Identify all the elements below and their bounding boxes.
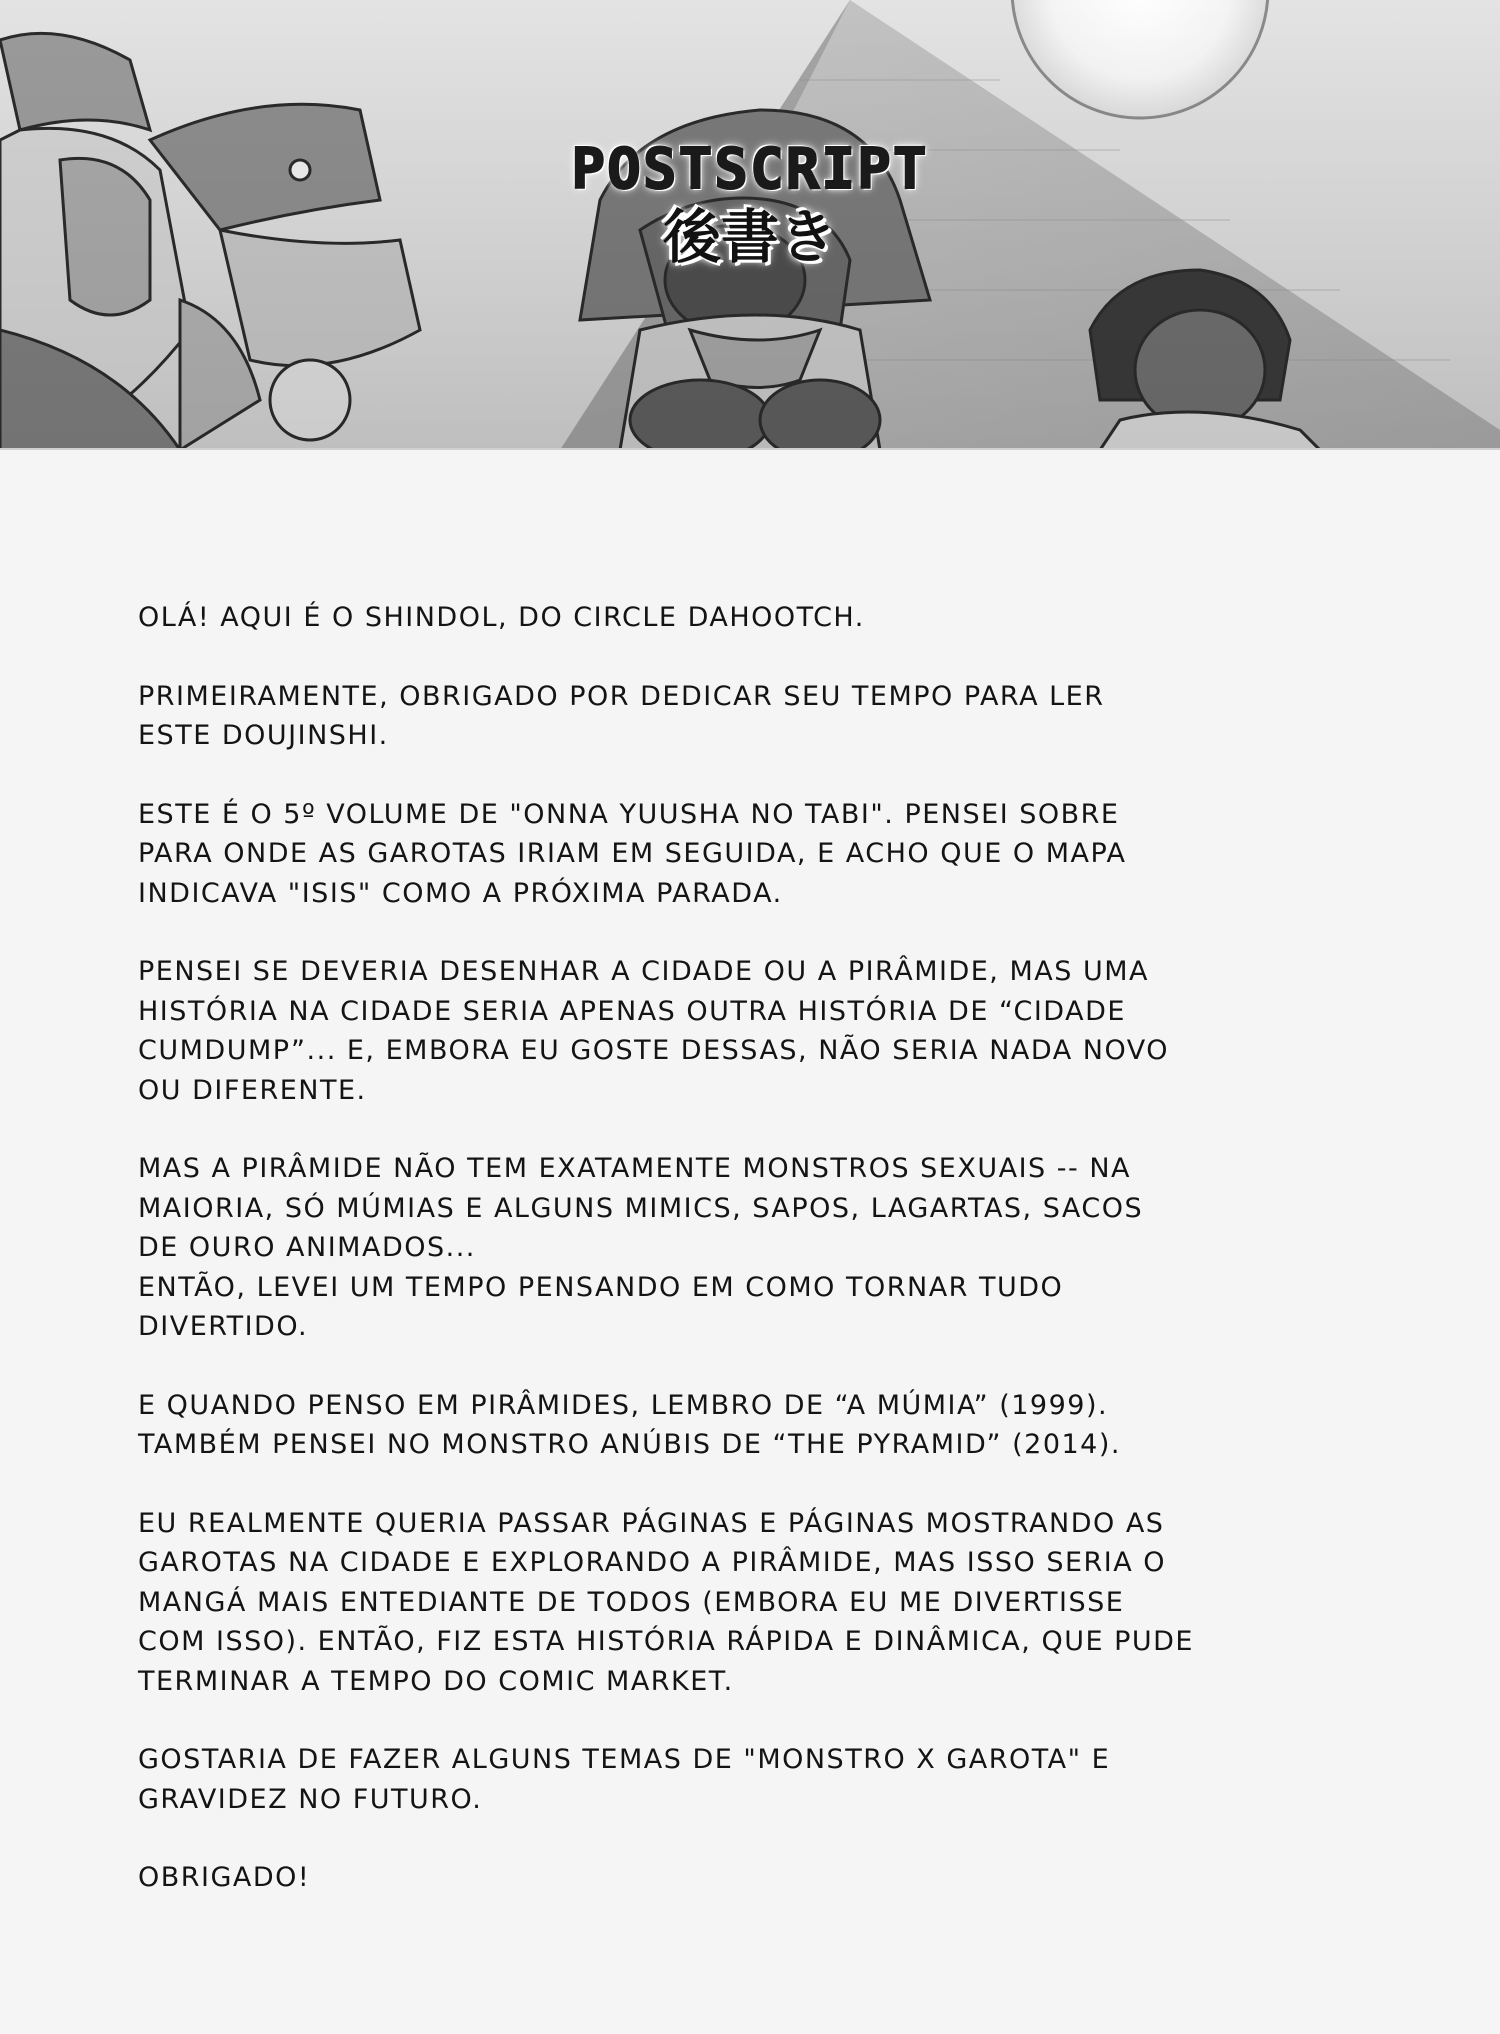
letter-line: GAROTAS NA CIDADE E EXPLORANDO A PIRÂMIDE, MAS ISSO SERIA O	[138, 1547, 1167, 1578]
letter-line: INDICAVA "ISIS" COMO A PRÓXIMA PARADA.	[138, 877, 783, 909]
letter-line: CUMDUMP”... E, EMBORA EU GOSTE DESSAS, NÃO SERIA NADA NOVO	[138, 1035, 1169, 1066]
letter-paragraph	[138, 1386, 1238, 1465]
letter-paragraph	[138, 795, 1238, 914]
letter-line: EU REALMENTE QUERIA PASSAR PÁGINAS E PÁGINAS MOSTRANDO AS	[138, 1507, 1165, 1539]
letter-line: ENTÃO, LEVEI UM TEMPO PENSANDO EM COMO TORNAR TUDO	[138, 1271, 1064, 1303]
letter-line: DIVERTIDO.	[138, 1311, 309, 1342]
letter-line: GRAVIDEZ NO FUTURO.	[138, 1783, 483, 1815]
letter-line: MANGÁ MAIS ENTEDIANTE DE TODOS (EMBORA EU ME DIVERTISSE	[138, 1586, 1125, 1618]
letter-line: DE OURO ANIMADOS...	[138, 1232, 476, 1263]
letter-line: TERMINAR A TEMPO DO COMIC MARKET.	[138, 1665, 734, 1697]
letter-line: TAMBÉM PENSEI NO MONSTRO ANÚBIS DE “THE PYRAMID” (2014).	[138, 1429, 1121, 1460]
letter-line: PENSEI SE DEVERIA DESENHAR A CIDADE OU A PIRÂMIDE, MAS UMA	[138, 956, 1149, 987]
letter-line: COM ISSO). ENTÃO, FIZ ESTA HISTÓRIA RÁPIDA E DINÂMICA, QUE PUDE	[138, 1626, 1194, 1657]
letter-line: MAS A PIRÂMIDE NÃO TEM EXATAMENTE MONSTROS SEXUAIS -- NA	[138, 1153, 1132, 1184]
letter-line: OBRIGADO!	[138, 1862, 311, 1893]
letter-line: E QUANDO PENSO EM PIRÂMIDES, LEMBRO DE “A MÚMIA” (1999).	[138, 1389, 1109, 1421]
page-subtitle-japanese: 後書き	[662, 203, 837, 271]
letter-line: HISTÓRIA NA CIDADE SERIA APENAS OUTRA HISTÓRIA DE “CIDADE	[138, 995, 1126, 1027]
letter-line: ESTE É O 5º VOLUME DE "ONNA YUUSHA NO TABI". PENSEI SOBRE	[138, 798, 1120, 830]
header-illustration	[0, 0, 1500, 450]
page-title: POSTSCRIPT	[571, 137, 929, 202]
letter-paragraph	[138, 1149, 1238, 1347]
letter-line: MAIORIA, SÓ MÚMIAS E ALGUNS MIMICS, SAPOS, LAGARTAS, SACOS	[138, 1192, 1144, 1224]
title-block	[0, 138, 1500, 272]
letter-paragraph	[138, 1858, 1238, 1898]
postscript-letter	[138, 598, 1238, 1937]
letter-paragraph	[138, 952, 1238, 1110]
letter-line: PARA ONDE AS GAROTAS IRIAM EM SEGUIDA, E ACHO QUE O MAPA	[138, 838, 1127, 869]
letter-line: OLÁ! AQUI É O SHINDOL, DO CIRCLE DAHOOTCH.	[138, 602, 865, 633]
letter-paragraph	[138, 1504, 1238, 1702]
letter-paragraph	[138, 1740, 1238, 1819]
letter-line: OU DIFERENTE.	[138, 1074, 367, 1106]
letter-paragraph	[138, 598, 1238, 638]
letter-paragraph	[138, 677, 1238, 756]
letter-line: PRIMEIRAMENTE, OBRIGADO POR DEDICAR SEU TEMPO PARA LER	[138, 680, 1105, 712]
letter-line: GOSTARIA DE FAZER ALGUNS TEMAS DE "MONSTRO X GAROTA" E	[138, 1744, 1111, 1775]
letter-line: ESTE DOUJINSHI.	[138, 720, 389, 751]
